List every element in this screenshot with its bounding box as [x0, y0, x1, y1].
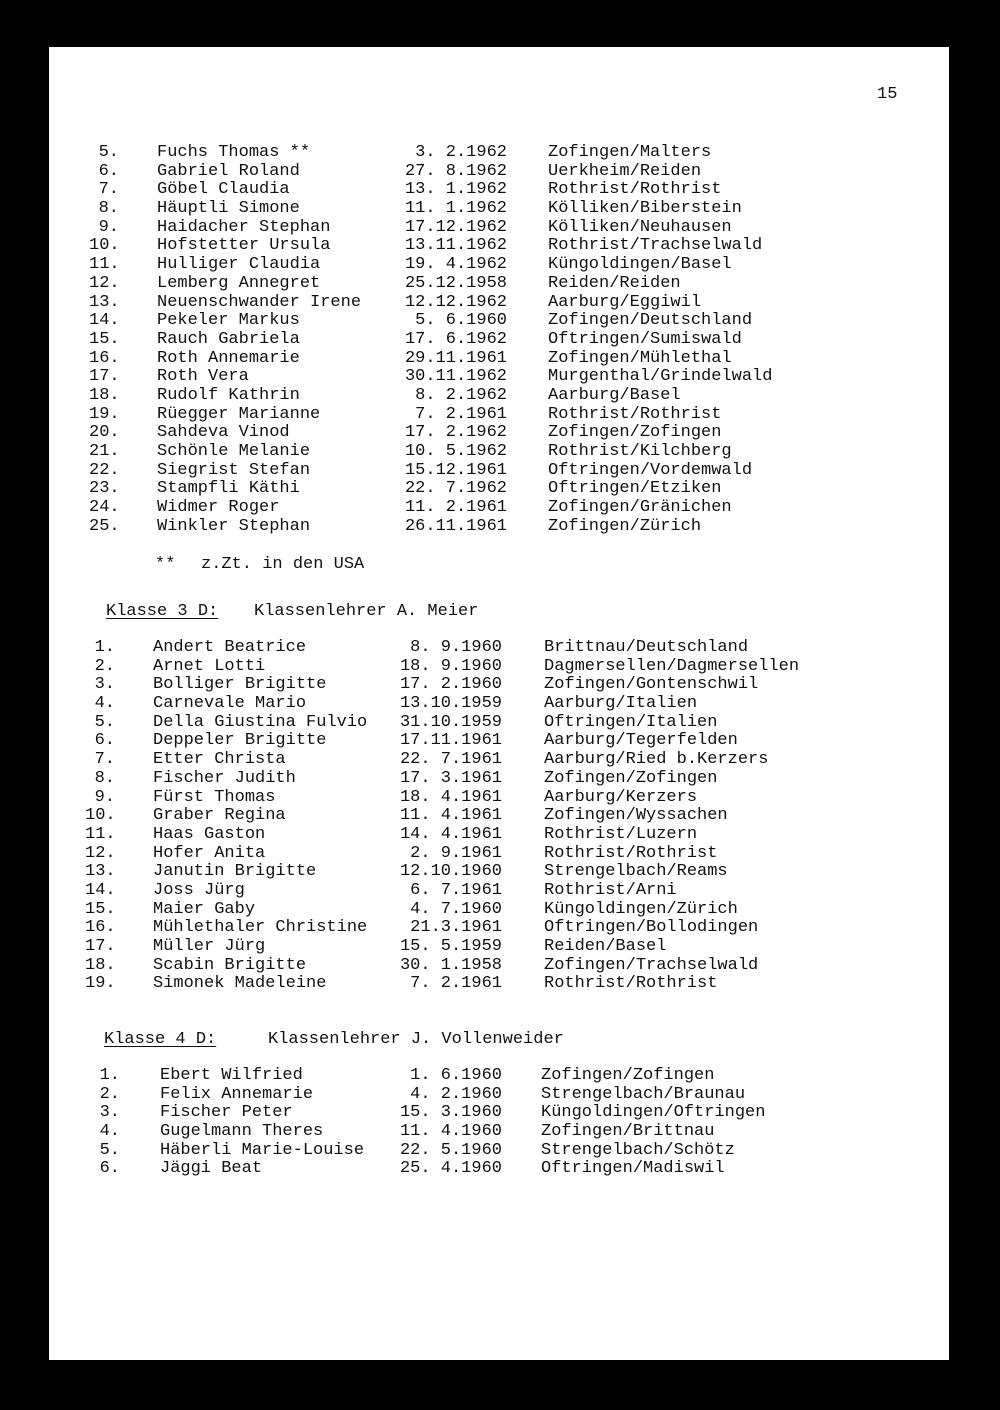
birth-date: 13.10.1959 — [399, 694, 502, 714]
birth-date: 22. 5.1960 — [399, 1140, 502, 1160]
table-row — [98, 143, 839, 163]
birth-date: 7. 2.1961 — [415, 404, 507, 424]
klasse-4d-student-list — [99, 1066, 880, 1179]
table-row — [99, 1066, 880, 1086]
student-name: Felix Annemarie — [160, 1084, 314, 1104]
student-name: Häberli Marie-Louise — [160, 1140, 365, 1160]
table-row — [99, 1140, 880, 1161]
place-of-origin: Zofingen/Zofingen — [541, 1066, 715, 1085]
place-of-origin: Küngoldingen/Zürich — [544, 899, 738, 919]
student-name: Simonek Madeleine — [153, 974, 327, 994]
row-number: 9. — [98, 217, 119, 237]
birth-date: 11. 1.1962 — [404, 199, 507, 219]
place-of-origin: Zofingen/Wyssachen — [544, 806, 728, 826]
place-of-origin: Dagmersellen/Dagmersellen — [544, 656, 800, 676]
row-number: 24. — [89, 498, 120, 518]
row-number: 15. — [85, 899, 116, 919]
footnote-text: z.Zt. in den USA — [201, 555, 365, 574]
table-row — [98, 199, 839, 219]
klasse-4d-label: Klasse 4 D: — [104, 1030, 217, 1049]
row-number: 5. — [98, 143, 119, 162]
row-number: 5. — [99, 1140, 120, 1160]
klasse-3d-student-list — [85, 638, 875, 994]
student-name: Mühlethaler Christine — [153, 918, 368, 938]
birth-date: 19. 4.1962 — [404, 255, 507, 275]
place-of-origin: Zofingen/Malters — [548, 143, 712, 162]
place-of-origin: Küngoldingen/Oftringen — [541, 1103, 766, 1123]
table-row — [99, 1103, 880, 1123]
birth-date: 25. 4.1960 — [399, 1159, 502, 1179]
student-name: Haas Gaston — [153, 824, 266, 844]
table-row — [85, 974, 875, 994]
birth-date: 25.12.1958 — [404, 273, 507, 293]
row-number: 14. — [89, 311, 120, 331]
row-number: 4. — [99, 1122, 120, 1142]
table-row — [94, 768, 875, 789]
table-row — [85, 918, 875, 938]
student-name: Pekeler Markus — [157, 311, 300, 331]
birth-date: 15. 3.1960 — [399, 1103, 502, 1123]
place-of-origin: Rothrist/Rothrist — [544, 843, 718, 863]
table-row — [89, 329, 839, 350]
table-row — [94, 694, 875, 714]
table-row — [85, 843, 875, 864]
student-name: Rudolf Kathrin — [157, 385, 300, 405]
table-row — [85, 899, 875, 920]
student-name: Neuenschwander Irene — [157, 292, 362, 312]
birth-date: 27. 8.1962 — [404, 161, 507, 181]
place-of-origin: Rothrist/Trachselwald — [548, 236, 763, 256]
birth-date: 14. 4.1961 — [399, 824, 502, 844]
birth-date: 4. 2.1960 — [410, 1084, 502, 1104]
birth-date: 18. 4.1961 — [399, 787, 502, 807]
student-name: Roth Vera — [157, 367, 249, 387]
birth-date: 17. 2.1960 — [399, 675, 502, 695]
row-number: 1. — [99, 1066, 120, 1085]
row-number: 12. — [85, 843, 116, 863]
place-of-origin: Zofingen/Trachselwald — [544, 955, 759, 975]
place-of-origin: Zofingen/Zürich — [548, 516, 702, 536]
student-name: Jäggi Beat — [160, 1159, 263, 1179]
birth-date: 26.11.1961 — [404, 516, 507, 536]
student-name: Gabriel Roland — [157, 161, 300, 181]
student-name: Stampfli Käthi — [157, 479, 300, 499]
student-name: Häuptli Simone — [157, 199, 300, 219]
birth-date: 11. 2.1961 — [404, 498, 507, 518]
table-row — [85, 937, 875, 957]
table-row — [89, 498, 839, 518]
footnote-marker: ** — [155, 555, 176, 574]
table-row — [98, 217, 839, 238]
birth-date: 29.11.1961 — [404, 348, 507, 368]
table-row — [89, 292, 839, 313]
place-of-origin: Rothrist/Luzern — [544, 824, 698, 844]
row-number: 10. — [89, 236, 120, 256]
birth-date: 15.12.1961 — [404, 460, 507, 480]
place-of-origin: Zofingen/Gontenschwil — [544, 675, 759, 695]
student-name: Fischer Peter — [160, 1103, 293, 1123]
table-row — [89, 273, 839, 294]
birth-date: 2. 9.1961 — [410, 843, 502, 863]
student-name: Hulliger Claudia — [157, 255, 321, 275]
place-of-origin: Zofingen/Gränichen — [548, 498, 732, 518]
table-row — [98, 161, 839, 182]
place-of-origin: Rothrist/Kilchberg — [548, 442, 732, 461]
place-of-origin: Uerkheim/Reiden — [548, 161, 702, 181]
table-row — [89, 479, 839, 499]
row-number: 8. — [94, 768, 115, 788]
klasse-3d-label: Klasse 3 D: — [106, 602, 219, 621]
birth-date: 30. 1.1958 — [399, 955, 502, 975]
student-name: Fuchs Thomas ** — [157, 143, 311, 162]
place-of-origin: Aarburg/Tegerfelden — [544, 731, 738, 751]
student-name: Fürst Thomas — [153, 787, 276, 807]
row-number: 20. — [89, 423, 120, 443]
student-name: Schönle Melanie — [157, 442, 311, 461]
table-row — [94, 656, 875, 677]
place-of-origin: Rothrist/Rothrist — [544, 974, 718, 994]
document-page — [49, 47, 949, 1360]
table-row — [99, 1159, 880, 1179]
place-of-origin: Kölliken/Biberstein — [548, 199, 742, 219]
row-number: 9. — [94, 787, 115, 807]
place-of-origin: Oftringen/Sumiswald — [548, 329, 742, 349]
place-of-origin: Aarburg/Ried b.Kerzers — [544, 750, 769, 770]
row-number: 14. — [85, 880, 116, 900]
place-of-origin: Rothrist/Rothrist — [548, 404, 722, 424]
place-of-origin: Zofingen/Brittnau — [541, 1122, 715, 1142]
row-number: 5. — [94, 712, 115, 732]
student-name: Della Giustina Fulvio — [153, 712, 368, 732]
place-of-origin: Kölliken/Neuhausen — [548, 217, 732, 237]
place-of-origin: Zofingen/Zofingen — [544, 768, 718, 788]
table-row — [89, 348, 839, 369]
row-number: 12. — [89, 273, 120, 293]
row-number: 16. — [85, 918, 116, 938]
birth-date: 22. 7.1962 — [404, 479, 507, 499]
birth-date: 12.10.1960 — [399, 862, 502, 882]
table-row — [94, 731, 875, 751]
table-row — [89, 255, 839, 275]
row-number: 13. — [89, 292, 120, 312]
birth-date: 7. 2.1961 — [410, 974, 502, 994]
place-of-origin: Rothrist/Rothrist — [548, 180, 722, 200]
row-number: 19. — [85, 974, 116, 994]
student-name: Lemberg Annegret — [157, 273, 321, 293]
table-row — [94, 750, 875, 770]
klasse-4d-heading — [104, 1030, 704, 1050]
birth-date: 21.3.1961 — [410, 918, 502, 938]
row-number: 11. — [89, 255, 120, 275]
row-number: 11. — [85, 824, 116, 844]
place-of-origin: Zofingen/Deutschland — [548, 311, 753, 331]
place-of-origin: Oftringen/Bollodingen — [544, 918, 759, 938]
table-row — [98, 180, 839, 200]
student-name: Sahdeva Vinod — [157, 423, 290, 443]
place-of-origin: Brittnau/Deutschland — [544, 638, 749, 657]
student-name: Graber Regina — [153, 806, 286, 826]
table-row — [99, 1084, 880, 1105]
student-name: Rüegger Marianne — [157, 404, 321, 424]
table-row — [89, 236, 839, 256]
birth-date: 11. 4.1960 — [399, 1122, 502, 1142]
place-of-origin: Zofingen/Mühlethal — [548, 348, 732, 368]
place-of-origin: Aarburg/Italien — [544, 694, 698, 714]
place-of-origin: Oftringen/Vordemwald — [548, 460, 753, 480]
student-list-continued — [89, 143, 839, 536]
birth-date: 22. 7.1961 — [399, 750, 502, 770]
place-of-origin: Oftringen/Italien — [544, 712, 718, 732]
birth-date: 1. 6.1960 — [410, 1066, 502, 1085]
place-of-origin: Aarburg/Basel — [548, 385, 681, 405]
place-of-origin: Oftringen/Madiswil — [541, 1159, 725, 1179]
table-row — [94, 675, 875, 695]
row-number: 25. — [89, 516, 120, 536]
row-number: 6. — [99, 1159, 120, 1179]
birth-date: 13. 1.1962 — [404, 180, 507, 200]
table-row — [89, 460, 839, 481]
place-of-origin: Reiden/Reiden — [548, 273, 681, 293]
row-number: 3. — [99, 1103, 120, 1123]
place-of-origin: Strengelbach/Schötz — [541, 1140, 735, 1160]
birth-date: 12.12.1962 — [404, 292, 507, 312]
place-of-origin: Oftringen/Etziken — [548, 479, 722, 499]
student-name: Maier Gaby — [153, 899, 256, 919]
birth-date: 4. 7.1960 — [410, 899, 502, 919]
row-number: 3. — [94, 675, 115, 695]
row-number: 18. — [85, 955, 116, 975]
row-number: 6. — [98, 161, 119, 181]
student-name: Bolliger Brigitte — [153, 675, 327, 695]
table-row — [99, 1122, 880, 1142]
student-name: Ebert Wilfried — [160, 1066, 303, 1085]
klasse-3d-heading — [106, 602, 706, 622]
birth-date: 8. 9.1960 — [410, 638, 502, 657]
birth-date: 31.10.1959 — [399, 712, 502, 732]
student-name: Etter Christa — [153, 750, 286, 770]
row-number: 13. — [85, 862, 116, 882]
table-row — [89, 442, 839, 462]
row-number: 7. — [98, 180, 119, 200]
student-name: Rauch Gabriela — [157, 329, 300, 349]
place-of-origin: Strengelbach/Reams — [544, 862, 728, 882]
student-name: Siegrist Stefan — [157, 460, 311, 480]
birth-date: 30.11.1962 — [404, 367, 507, 387]
page-number: 15 — [877, 85, 898, 104]
footnote — [155, 555, 455, 575]
row-number: 8. — [98, 199, 119, 219]
birth-date: 17.11.1961 — [399, 731, 502, 751]
student-name: Müller Jürg — [153, 937, 266, 956]
table-row — [85, 806, 875, 826]
row-number: 10. — [85, 806, 116, 826]
row-number: 22. — [89, 460, 120, 480]
birth-date: 17.12.1962 — [404, 217, 507, 237]
student-name: Andert Beatrice — [153, 638, 307, 657]
student-name: Göbel Claudia — [157, 180, 290, 200]
student-name: Arnet Lotti — [153, 656, 266, 676]
birth-date: 15. 5.1959 — [399, 937, 502, 956]
table-row — [85, 955, 875, 976]
birth-date: 5. 6.1960 — [415, 311, 507, 331]
klasse-4d-teacher: Klassenlehrer J. Vollenweider — [268, 1030, 564, 1049]
birth-date: 6. 7.1961 — [410, 880, 502, 900]
student-name: Gugelmann Theres — [160, 1122, 324, 1142]
place-of-origin: Strengelbach/Braunau — [541, 1084, 746, 1104]
student-name: Hofer Anita — [153, 843, 266, 863]
student-name: Hofstetter Ursula — [157, 236, 331, 256]
table-row — [89, 423, 839, 443]
row-number: 4. — [94, 694, 115, 714]
row-number: 7. — [94, 750, 115, 770]
row-number: 17. — [85, 937, 116, 956]
place-of-origin: Reiden/Basel — [544, 937, 667, 956]
place-of-origin: Murgenthal/Grindelwald — [548, 367, 773, 387]
row-number: 21. — [89, 442, 120, 461]
table-row — [85, 824, 875, 845]
table-row — [89, 311, 839, 331]
student-name: Carnevale Mario — [153, 694, 307, 714]
birth-date: 10. 5.1962 — [404, 442, 507, 461]
klasse-3d-teacher: Klassenlehrer A. Meier — [254, 602, 479, 621]
row-number: 1. — [94, 638, 115, 657]
table-row — [94, 638, 875, 658]
birth-date: 3. 2.1962 — [415, 143, 507, 162]
student-name: Roth Annemarie — [157, 348, 300, 368]
place-of-origin: Aarburg/Kerzers — [544, 787, 698, 807]
table-row — [89, 516, 839, 537]
student-name: Haidacher Stephan — [157, 217, 331, 237]
birth-date: 13.11.1962 — [404, 236, 507, 256]
row-number: 2. — [94, 656, 115, 676]
row-number: 17. — [89, 367, 120, 387]
birth-date: 17. 3.1961 — [399, 768, 502, 788]
row-number: 16. — [89, 348, 120, 368]
row-number: 23. — [89, 479, 120, 499]
table-row — [94, 787, 875, 808]
place-of-origin: Küngoldingen/Basel — [548, 255, 732, 275]
row-number: 15. — [89, 329, 120, 349]
row-number: 6. — [94, 731, 115, 751]
birth-date: 11. 4.1961 — [399, 806, 502, 826]
row-number: 18. — [89, 385, 120, 405]
student-name: Janutin Brigitte — [153, 862, 317, 882]
row-number: 19. — [89, 404, 120, 424]
birth-date: 17. 2.1962 — [404, 423, 507, 443]
place-of-origin: Zofingen/Zofingen — [548, 423, 722, 443]
table-row — [85, 862, 875, 882]
student-name: Joss Jürg — [153, 880, 245, 900]
student-name: Scabin Brigitte — [153, 955, 307, 975]
place-of-origin: Rothrist/Arni — [544, 880, 677, 900]
table-row — [94, 712, 875, 733]
place-of-origin: Aarburg/Eggiwil — [548, 292, 702, 312]
table-row — [89, 385, 839, 406]
student-name: Deppeler Brigitte — [153, 731, 327, 751]
birth-date: 8. 2.1962 — [415, 385, 507, 405]
student-name: Fischer Judith — [153, 768, 296, 788]
birth-date: 17. 6.1962 — [404, 329, 507, 349]
table-row — [89, 404, 839, 425]
row-number: 2. — [99, 1084, 120, 1104]
table-row — [89, 367, 839, 387]
student-name: Widmer Roger — [157, 498, 280, 518]
table-row — [85, 880, 875, 901]
student-name: Winkler Stephan — [157, 516, 311, 536]
birth-date: 18. 9.1960 — [399, 656, 502, 676]
